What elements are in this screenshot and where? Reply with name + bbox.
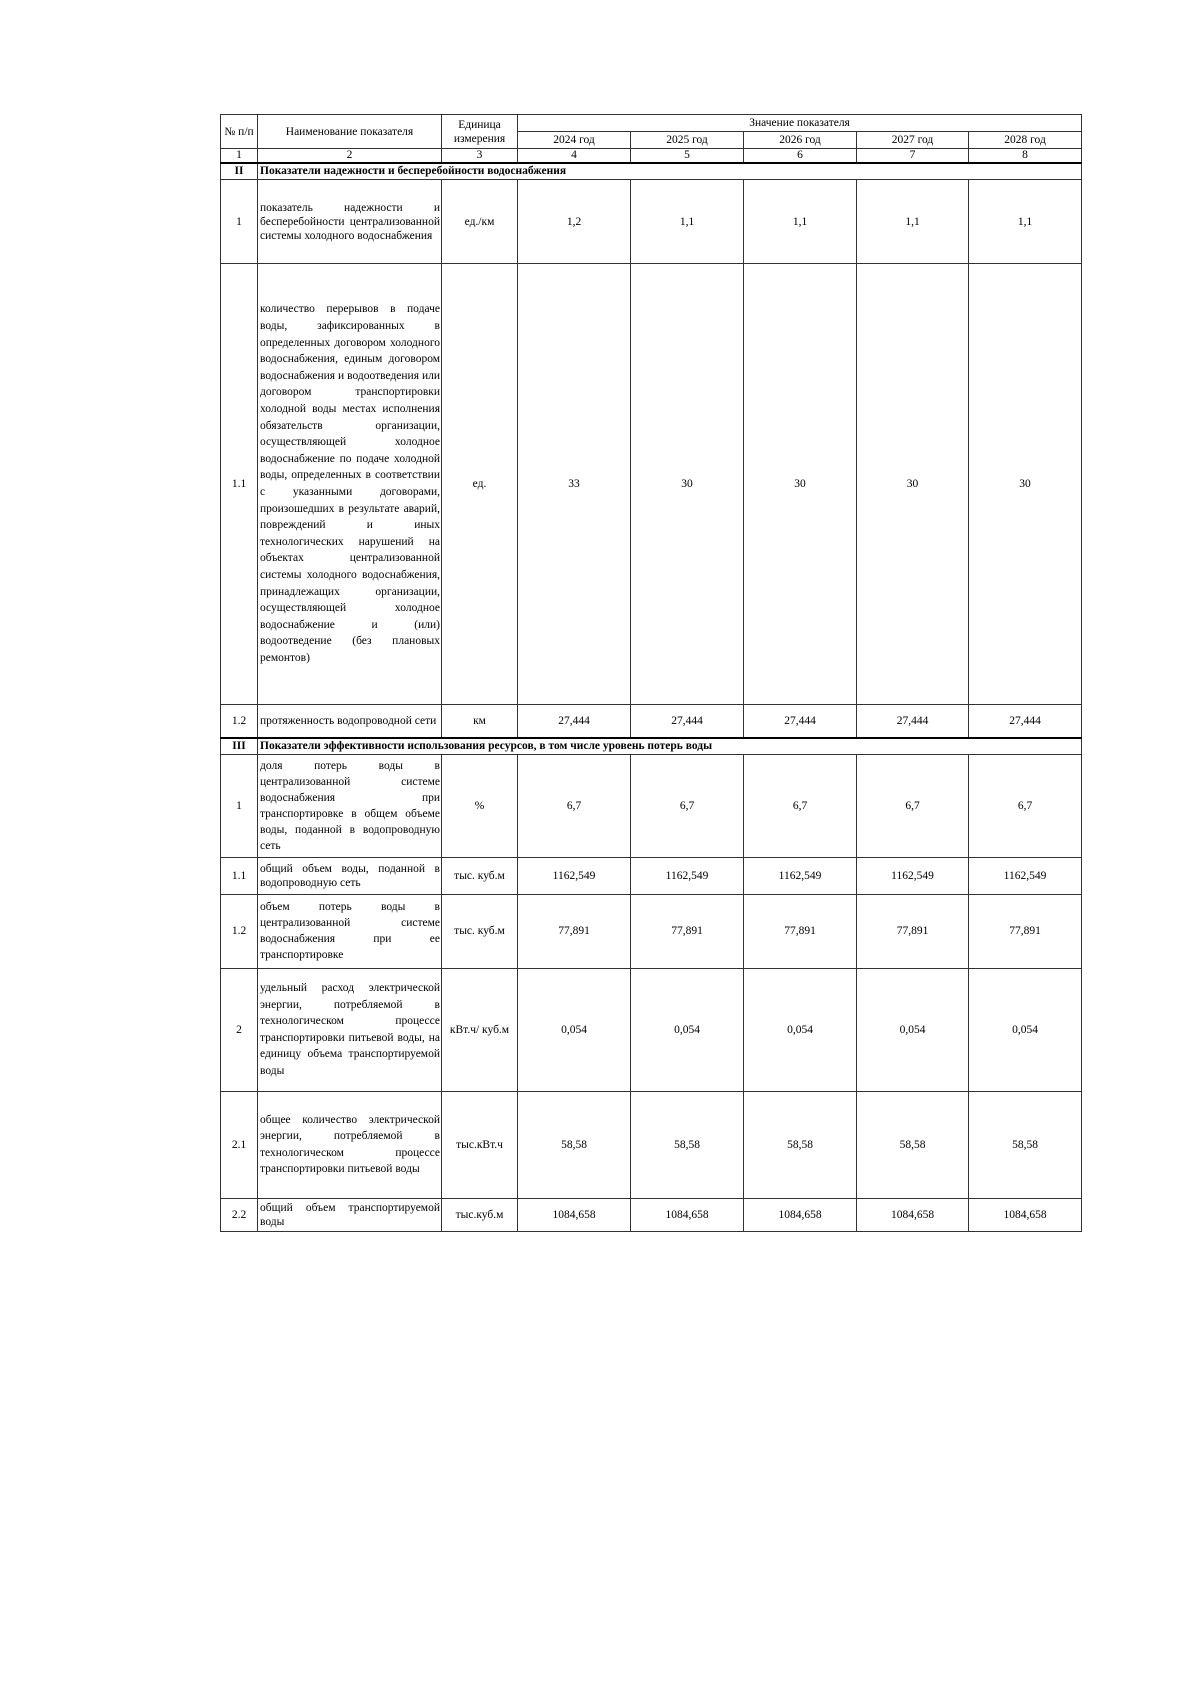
row-value: 1162,549 — [631, 857, 744, 894]
header-num: № п/п — [221, 115, 258, 149]
row-value: 1084,658 — [857, 1198, 969, 1231]
row-unit: тыс. куб.м — [442, 857, 518, 894]
row-value: 6,7 — [744, 754, 857, 857]
column-number: 1 — [221, 149, 258, 164]
row-value: 0,054 — [857, 968, 969, 1091]
table-row — [221, 754, 1082, 857]
column-number: 7 — [857, 149, 969, 164]
column-number: 6 — [744, 149, 857, 164]
row-value: 0,054 — [969, 968, 1082, 1091]
section-title: Показатели эффективности использования ресурсов, в том числе уровень потерь воды — [258, 738, 1082, 755]
header-year: 2024 год — [518, 132, 631, 149]
column-number: 2 — [258, 149, 442, 164]
row-value: 1162,549 — [857, 857, 969, 894]
row-value: 1,1 — [857, 180, 969, 264]
row-value: 30 — [857, 264, 969, 705]
row-value: 77,891 — [744, 894, 857, 968]
row-name: количество перерывов в подаче воды, зафиксированных в определенных договором холодного водоснабжения, единым договором водоснабжения и водоотведения или договором транспортировки холодной воды местах исполнения обязательств организации, осуществляющей холодное водоснабжение по подаче холодной воды, определенных в соответствии с указанными договорами, произошедших в результате аварий, повреждений и иных технологических нарушений на объектах централизованной системы холодного водоснабжения, принадлежащих организации, осуществляющей холодное водоснабжение и (или) водоотведение (без плановых ремонтов) — [258, 264, 442, 705]
row-value: 1162,549 — [518, 857, 631, 894]
row-unit: км — [442, 705, 518, 738]
row-value: 1162,549 — [969, 857, 1082, 894]
row-value: 77,891 — [518, 894, 631, 968]
row-value: 58,58 — [518, 1091, 631, 1198]
row-unit: тыс. куб.м — [442, 894, 518, 968]
section-title: Показатели надежности и бесперебойности водоснабжения — [258, 163, 1082, 180]
table-row — [221, 857, 1082, 894]
row-value: 1,1 — [631, 180, 744, 264]
row-name: общий объем транспортируемой воды — [258, 1198, 442, 1231]
row-num: 1 — [221, 754, 258, 857]
header-value: Значение показателя — [518, 115, 1082, 132]
row-num: 1.1 — [221, 857, 258, 894]
row-value: 1,2 — [518, 180, 631, 264]
row-value: 1084,658 — [969, 1198, 1082, 1231]
row-value: 27,444 — [518, 705, 631, 738]
row-value: 1084,658 — [631, 1198, 744, 1231]
row-value: 6,7 — [969, 754, 1082, 857]
table-row — [221, 264, 1082, 705]
row-value: 27,444 — [969, 705, 1082, 738]
column-number: 3 — [442, 149, 518, 164]
row-value: 6,7 — [631, 754, 744, 857]
row-value: 30 — [744, 264, 857, 705]
row-num: 1 — [221, 180, 258, 264]
column-number: 5 — [631, 149, 744, 164]
row-value: 27,444 — [631, 705, 744, 738]
table-row — [221, 1198, 1082, 1231]
row-num: 2.1 — [221, 1091, 258, 1198]
row-name: показатель надежности и бесперебойности централизованной системы холодного водоснабжения — [258, 180, 442, 264]
row-value: 77,891 — [969, 894, 1082, 968]
header-year: 2027 год — [857, 132, 969, 149]
row-value: 30 — [631, 264, 744, 705]
row-unit: ед./км — [442, 180, 518, 264]
row-value: 33 — [518, 264, 631, 705]
row-value: 1084,658 — [744, 1198, 857, 1231]
section-num: II — [221, 163, 258, 180]
row-value: 0,054 — [744, 968, 857, 1091]
header-row — [221, 115, 1082, 132]
row-value: 58,58 — [631, 1091, 744, 1198]
row-value: 6,7 — [518, 754, 631, 857]
row-unit: ед. — [442, 264, 518, 705]
section-row — [221, 738, 1082, 755]
header-unit: Единица измерения — [442, 115, 518, 149]
row-value: 1,1 — [969, 180, 1082, 264]
row-value: 27,444 — [857, 705, 969, 738]
row-value: 27,444 — [744, 705, 857, 738]
row-name: удельный расход электрической энергии, потребляемой в технологическом процессе транспортировки питьевой воды, на единицу объема транспортируемой воды — [258, 968, 442, 1091]
row-value: 77,891 — [857, 894, 969, 968]
row-unit: тыс.куб.м — [442, 1198, 518, 1231]
row-value: 77,891 — [631, 894, 744, 968]
column-number: 8 — [969, 149, 1082, 164]
row-name: объем потерь воды в централизованной системе водоснабжения при ее транспортировке — [258, 894, 442, 968]
row-value: 1084,658 — [518, 1198, 631, 1231]
column-number: 4 — [518, 149, 631, 164]
row-value: 1,1 — [744, 180, 857, 264]
header-year: 2028 год — [969, 132, 1082, 149]
row-unit: % — [442, 754, 518, 857]
row-num: 1.2 — [221, 894, 258, 968]
row-name: протяженность водопроводной сети — [258, 705, 442, 738]
header-year: 2025 год — [631, 132, 744, 149]
table-row — [221, 180, 1082, 264]
row-unit: тыс.кВт.ч — [442, 1091, 518, 1198]
row-value: 58,58 — [969, 1091, 1082, 1198]
header-name: Наименование показателя — [258, 115, 442, 149]
section-num: III — [221, 738, 258, 755]
table-row — [221, 968, 1082, 1091]
row-num: 2.2 — [221, 1198, 258, 1231]
table-row — [221, 1091, 1082, 1198]
table-row — [221, 894, 1082, 968]
row-unit: кВт.ч/ куб.м — [442, 968, 518, 1091]
row-num: 1.1 — [221, 264, 258, 705]
row-value: 30 — [969, 264, 1082, 705]
row-value: 58,58 — [857, 1091, 969, 1198]
indicators-table — [220, 114, 1082, 1232]
row-name: общее количество электрической энергии, потребляемой в технологическом процессе транспортировки питьевой воды — [258, 1091, 442, 1198]
table-row — [221, 705, 1082, 738]
row-value: 0,054 — [518, 968, 631, 1091]
row-value: 1162,549 — [744, 857, 857, 894]
column-number-row — [221, 149, 1082, 164]
header-year: 2026 год — [744, 132, 857, 149]
row-value: 58,58 — [744, 1091, 857, 1198]
row-name: общий объем воды, поданной в водопроводную сеть — [258, 857, 442, 894]
row-value: 6,7 — [857, 754, 969, 857]
row-value: 0,054 — [631, 968, 744, 1091]
row-name: доля потерь воды в централизованной системе водоснабжения при транспортировке в общем объеме воды, поданной в водопроводную сеть — [258, 754, 442, 857]
row-num: 2 — [221, 968, 258, 1091]
row-num: 1.2 — [221, 705, 258, 738]
section-row — [221, 163, 1082, 180]
